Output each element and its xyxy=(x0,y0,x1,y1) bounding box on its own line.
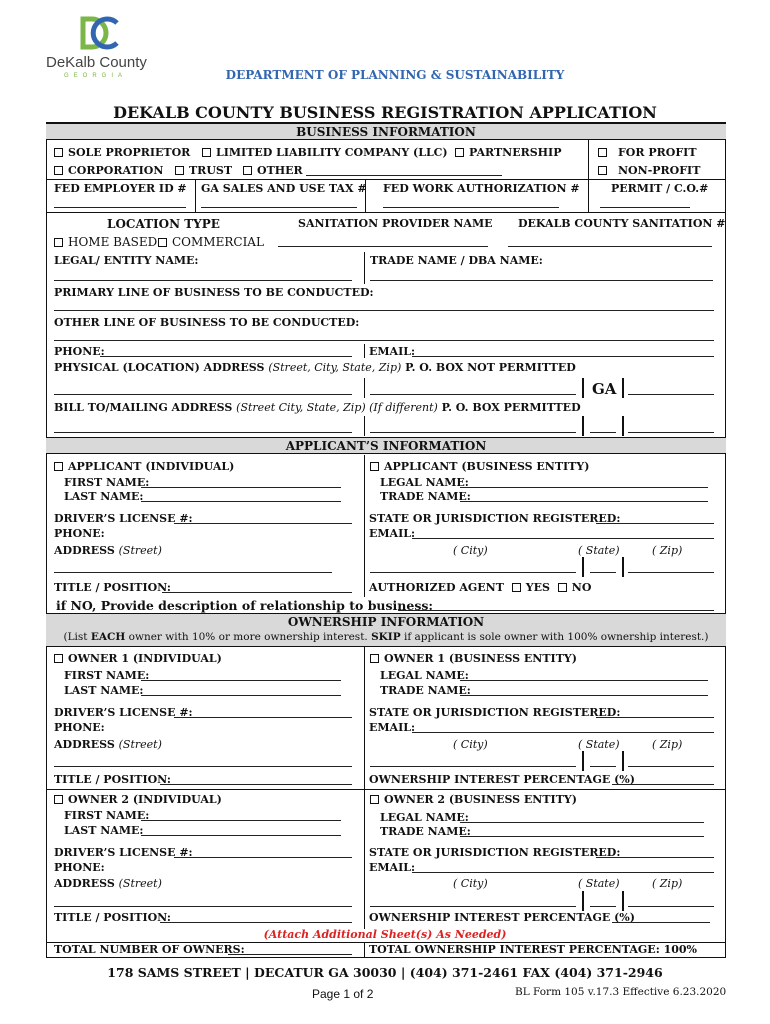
owner2-first-name-label: FIRST NAME: xyxy=(64,809,150,822)
owner2-address-label xyxy=(54,878,162,890)
sole-proprietor-label: SOLE PROPRIETOR xyxy=(68,146,191,159)
partnership-checkbox[interactable] xyxy=(455,148,464,157)
sanitation-provider-field[interactable] xyxy=(278,246,488,247)
applicant-city-hint: ( City) xyxy=(453,544,488,557)
applicant-first-name-field[interactable] xyxy=(141,487,341,488)
for-profit-option[interactable] xyxy=(598,147,697,159)
footer-address: 178 SAMS STREET | DECATUR GA 30030 | (404) 371-2461 FAX (404) 371-2946 xyxy=(107,965,663,980)
applicant-phone-label: PHONE: xyxy=(54,527,105,540)
applicant-street-field[interactable] xyxy=(54,572,332,573)
divider xyxy=(364,455,365,597)
phone-field[interactable] xyxy=(100,356,352,357)
applicant-entity-option[interactable] xyxy=(370,461,589,473)
owner1-street-field[interactable] xyxy=(54,766,352,767)
trust-label: TRUST xyxy=(189,164,233,177)
ownership-note-post: if applicant is sole owner with 100% ownership interest.) xyxy=(400,631,709,643)
owner1-interest-field[interactable] xyxy=(612,784,714,785)
logo-text: DeKalb County xyxy=(46,54,147,71)
authorized-agent-group xyxy=(369,582,591,594)
owner2-state-hint: ( State) xyxy=(578,877,620,890)
dc-logo-mark xyxy=(80,16,120,52)
physical-city-field[interactable] xyxy=(370,394,576,395)
commercial-label: COMMERCIAL xyxy=(172,235,264,249)
home-based-label: HOME BASED xyxy=(68,235,158,249)
llc-label: LIMITED LIABILITY COMPANY (LLC) xyxy=(216,146,448,159)
fed-employer-id-field[interactable] xyxy=(54,207,186,208)
applicant-section-header xyxy=(46,437,726,454)
owner2-interest-label: OWNERSHIP INTEREST PERCENTAGE (%) xyxy=(369,911,635,924)
commercial-checkbox[interactable] xyxy=(158,238,167,247)
owner2-city-hint: ( City) xyxy=(453,877,488,890)
owner1-zip-hint: ( Zip) xyxy=(652,738,683,751)
agent-no-label: NO xyxy=(571,581,592,594)
legal-entity-name-label: LEGAL/ ENTITY NAME: xyxy=(54,254,199,267)
owner2-state-reg-field[interactable] xyxy=(596,857,714,858)
owner1-city-field[interactable] xyxy=(370,766,576,767)
ga-sales-tax-label: GA SALES AND USE TAX # xyxy=(201,182,367,195)
fed-work-auth-label: FED WORK AUTHORIZATION # xyxy=(383,182,580,195)
total-owners-label: TOTAL NUMBER OF OWNERS: xyxy=(54,943,245,956)
non-profit-checkbox[interactable] xyxy=(598,166,607,175)
owner1-street-hint: (Street) xyxy=(118,738,162,751)
owner2-title-label: TITLE / POSITION: xyxy=(54,911,171,924)
applicant-state-field[interactable] xyxy=(590,572,616,573)
applicant-state-reg-field[interactable] xyxy=(596,523,714,524)
owner1-dl-field[interactable] xyxy=(174,717,352,718)
llc-option[interactable] xyxy=(202,147,448,159)
applicant-dl-label: DRIVER’S LICENSE #: xyxy=(54,512,193,525)
relationship-label: if NO, Provide description of relationship to business: xyxy=(56,598,434,613)
sole-proprietor-option[interactable] xyxy=(54,147,190,159)
llc-checkbox[interactable] xyxy=(202,148,211,157)
email-label: EMAIL: xyxy=(369,345,416,358)
owner1-entity-label: OWNER 1 (BUSINESS ENTITY) xyxy=(384,652,577,665)
bill-to-text: BILL TO/MAILING ADDRESS xyxy=(54,401,233,414)
divider xyxy=(364,416,365,436)
applicant-individual-label: APPLICANT (INDIVIDUAL) xyxy=(68,460,235,473)
other-line-label: OTHER LINE OF BUSINESS TO BE CONDUCTED: xyxy=(54,316,360,329)
divider xyxy=(195,179,196,212)
bill-to-label xyxy=(54,402,581,414)
owner2-zip-hint: ( Zip) xyxy=(652,877,683,890)
physical-address-text: PHYSICAL (LOCATION) ADDRESS xyxy=(54,361,265,374)
owner1-last-name-field[interactable] xyxy=(141,695,341,696)
authorized-agent-label: AUTHORIZED AGENT xyxy=(369,581,504,594)
owner2-dl-field[interactable] xyxy=(174,857,352,858)
owner2-legal-name-label: LEGAL NAME: xyxy=(380,811,469,824)
applicant-zip-field[interactable] xyxy=(628,572,714,573)
divider xyxy=(582,891,584,911)
permit-field[interactable] xyxy=(600,207,690,208)
applicant-address-label xyxy=(54,545,162,557)
commercial-option[interactable] xyxy=(158,235,264,249)
permit-label: PERMIT / C.O.# xyxy=(611,182,709,195)
owner1-last-name-label: LAST NAME: xyxy=(64,684,144,697)
divider xyxy=(364,789,365,929)
owner1-title-field[interactable] xyxy=(160,784,352,785)
sanitation-provider-label: SANITATION PROVIDER NAME xyxy=(298,217,493,230)
applicant-legal-name-label: LEGAL NAME: xyxy=(380,476,469,489)
physical-address-hint: (Street, City, State, Zip) xyxy=(268,361,402,374)
divider xyxy=(46,179,726,180)
dekalb-sanitation-field[interactable] xyxy=(508,246,712,247)
total-interest-label: TOTAL OWNERSHIP INTEREST PERCENTAGE: 100% xyxy=(369,943,697,956)
ownership-note-pre: (List xyxy=(63,631,91,643)
owner2-individual-option[interactable] xyxy=(54,794,222,806)
owner1-first-name-label: FIRST NAME: xyxy=(64,669,150,682)
owner2-first-name-field[interactable] xyxy=(141,820,341,821)
divider xyxy=(46,212,726,213)
owner2-last-name-label: LAST NAME: xyxy=(64,824,144,837)
owner2-entity-option[interactable] xyxy=(370,794,577,806)
divider xyxy=(364,378,365,398)
applicant-legal-name-field[interactable] xyxy=(460,487,708,488)
owner1-zip-field[interactable] xyxy=(628,766,714,767)
applicant-section-title: APPLICANT’S INFORMATION xyxy=(285,439,487,453)
divider xyxy=(582,557,584,577)
home-based-checkbox[interactable] xyxy=(54,238,63,247)
corporation-label: CORPORATION xyxy=(68,164,164,177)
department-name: DEPARTMENT OF PLANNING & SUSTAINABILITY xyxy=(225,68,565,82)
applicant-email-field[interactable] xyxy=(412,538,714,539)
po-not-permitted-text: P. O. BOX NOT PERMITTED xyxy=(405,361,576,374)
divider xyxy=(622,378,624,398)
owner1-city-hint: ( City) xyxy=(453,738,488,751)
agent-yes-label: YES xyxy=(525,581,550,594)
owner2-title-field[interactable] xyxy=(160,922,352,923)
divider xyxy=(582,378,584,398)
owner2-state-reg-label: STATE OR JURISDICTION REGISTERED: xyxy=(369,846,621,859)
owner2-last-name-field[interactable] xyxy=(141,835,341,836)
divider xyxy=(622,891,624,911)
owner1-entity-checkbox[interactable] xyxy=(370,654,379,663)
legal-entity-name-field[interactable] xyxy=(54,280,352,281)
physical-zip-field[interactable] xyxy=(628,394,714,395)
applicant-city-field[interactable] xyxy=(370,572,576,573)
owner2-legal-name-field[interactable] xyxy=(460,822,704,823)
owner2-individual-checkbox[interactable] xyxy=(54,795,63,804)
state-ga: GA xyxy=(592,380,617,398)
applicant-title-label: TITLE / POSITION: xyxy=(54,581,171,594)
applicant-title-field[interactable] xyxy=(162,592,352,593)
divider xyxy=(582,416,584,436)
owner1-individual-label: OWNER 1 (INDIVIDUAL) xyxy=(68,652,222,665)
partnership-option[interactable] xyxy=(455,147,561,159)
applicant-address-text: ADDRESS xyxy=(54,544,115,557)
po-permitted-text: P. O. BOX PERMITTED xyxy=(441,401,581,414)
owner1-legal-name-field[interactable] xyxy=(460,680,708,681)
other-checkbox[interactable] xyxy=(243,166,252,175)
bill-state-field[interactable] xyxy=(590,432,616,433)
form-id: BL Form 105 v.17.3 Effective 6.23.2020 xyxy=(515,986,727,998)
other-line-field[interactable] xyxy=(54,340,714,341)
non-profit-option[interactable] xyxy=(598,165,700,177)
applicant-first-name-label: FIRST NAME: xyxy=(64,476,150,489)
owner1-state-reg-field[interactable] xyxy=(596,717,714,718)
owner1-individual-option[interactable] xyxy=(54,653,222,665)
ga-sales-tax-field[interactable] xyxy=(201,207,357,208)
sole-proprietor-checkbox[interactable] xyxy=(54,148,63,157)
owner2-trade-name-label: TRADE NAME: xyxy=(380,825,471,838)
ownership-note xyxy=(46,630,726,644)
other-option[interactable] xyxy=(243,165,303,177)
owner2-phone-label: PHONE: xyxy=(54,861,105,874)
owner1-trade-name-field[interactable] xyxy=(460,695,708,696)
owner2-email-label: EMAIL: xyxy=(369,861,416,874)
owner1-dl-label: DRIVER’S LICENSE #: xyxy=(54,706,193,719)
owner1-trade-name-label: TRADE NAME: xyxy=(380,684,471,697)
applicant-zip-hint: ( Zip) xyxy=(652,544,683,557)
applicant-individual-option[interactable] xyxy=(54,461,234,473)
applicant-trade-name-label: TRADE NAME: xyxy=(380,490,471,503)
attach-note: (Attach Additional Sheet(s) As Needed) xyxy=(263,928,507,941)
divider xyxy=(622,416,624,436)
trust-checkbox[interactable] xyxy=(175,166,184,175)
divider xyxy=(364,647,365,789)
trust-option[interactable] xyxy=(175,165,232,177)
owner1-first-name-field[interactable] xyxy=(141,680,341,681)
owner1-entity-option[interactable] xyxy=(370,653,577,665)
phone-label: PHONE: xyxy=(54,345,105,358)
ownership-note-each: EACH xyxy=(90,631,126,643)
divider xyxy=(364,344,365,358)
business-section-header xyxy=(46,123,726,140)
owner1-email-field[interactable] xyxy=(412,732,714,733)
owner1-state-reg-label: STATE OR JURISDICTION REGISTERED: xyxy=(369,706,621,719)
owner1-legal-name-label: LEGAL NAME: xyxy=(380,669,469,682)
applicant-state-reg-label: STATE OR JURISDICTION REGISTERED: xyxy=(369,512,621,525)
dekalb-sanitation-label: DEKALB COUNTY SANITATION # xyxy=(518,217,726,230)
owner2-street-field[interactable] xyxy=(54,906,352,907)
divider xyxy=(588,140,589,212)
home-based-option[interactable] xyxy=(54,235,157,249)
agent-yes-checkbox[interactable] xyxy=(512,583,521,592)
applicant-last-name-label: LAST NAME: xyxy=(64,490,144,503)
owner2-interest-field[interactable] xyxy=(612,922,710,923)
owner2-email-field[interactable] xyxy=(412,872,714,873)
divider xyxy=(622,751,624,771)
owner2-entity-label: OWNER 2 (BUSINESS ENTITY) xyxy=(384,793,577,806)
bill-zip-field[interactable] xyxy=(628,432,714,433)
non-profit-label: NON-PROFIT xyxy=(618,164,701,177)
owner1-individual-checkbox[interactable] xyxy=(54,654,63,663)
physical-street-field[interactable] xyxy=(54,394,352,395)
trade-name-label: TRADE NAME / DBA NAME: xyxy=(370,254,543,267)
fed-employer-id-label: FED EMPLOYER ID # xyxy=(54,182,187,195)
bill-to-hint: (Street City, State, Zip) (If different) xyxy=(236,401,438,414)
owner2-trade-name-field[interactable] xyxy=(460,836,704,837)
trade-name-field[interactable] xyxy=(370,280,713,281)
applicant-email-label: EMAIL: xyxy=(369,527,416,540)
fed-work-auth-field[interactable] xyxy=(383,207,559,208)
divider xyxy=(582,751,584,771)
form-title: DEKALB COUNTY BUSINESS REGISTRATION APPLICATION xyxy=(113,103,657,122)
divider xyxy=(622,557,624,577)
owner1-state-hint: ( State) xyxy=(578,738,620,751)
applicant-dl-field[interactable] xyxy=(174,523,352,524)
email-field[interactable] xyxy=(412,356,714,357)
owner1-state-field[interactable] xyxy=(590,766,616,767)
owner1-interest-label: OWNERSHIP INTEREST PERCENTAGE (%) xyxy=(369,773,635,786)
ownership-section-title: OWNERSHIP INFORMATION xyxy=(287,615,485,629)
applicant-state-hint: ( State) xyxy=(578,544,620,557)
business-section-title: BUSINESS INFORMATION xyxy=(296,125,476,139)
owner1-title-label: TITLE / POSITION: xyxy=(54,773,171,786)
for-profit-label: FOR PROFIT xyxy=(618,146,697,159)
owner1-phone-label: PHONE: xyxy=(54,721,105,734)
owner2-individual-label: OWNER 2 (INDIVIDUAL) xyxy=(68,793,222,806)
owner2-dl-label: DRIVER’S LICENSE #: xyxy=(54,846,193,859)
owner2-address-text: ADDRESS xyxy=(54,877,115,890)
owner2-zip-field[interactable] xyxy=(628,906,714,907)
owner2-city-field[interactable] xyxy=(370,906,576,907)
partnership-label: PARTNERSHIP xyxy=(469,146,562,159)
divider xyxy=(46,789,726,790)
applicant-individual-checkbox[interactable] xyxy=(54,462,63,471)
other-label: OTHER xyxy=(257,164,303,177)
agent-no-checkbox[interactable] xyxy=(558,583,567,592)
ownership-note-mid: owner with 10% or more ownership interest. xyxy=(125,631,372,643)
applicant-entity-checkbox[interactable] xyxy=(370,462,379,471)
owner2-state-field[interactable] xyxy=(590,906,616,907)
owner2-entity-checkbox[interactable] xyxy=(370,795,379,804)
ownership-section-header xyxy=(46,613,726,647)
bill-street-field[interactable] xyxy=(54,432,352,433)
applicant-last-name-field[interactable] xyxy=(141,501,341,502)
applicant-entity-label: APPLICANT (BUSINESS ENTITY) xyxy=(384,460,590,473)
owner1-email-label: EMAIL: xyxy=(369,721,416,734)
physical-address-label xyxy=(54,362,576,374)
relationship-field[interactable] xyxy=(398,610,714,611)
logo-subtext: GEORGIA xyxy=(64,73,128,79)
applicant-trade-name-field[interactable] xyxy=(460,501,708,502)
primary-line-label: PRIMARY LINE OF BUSINESS TO BE CONDUCTED: xyxy=(54,286,374,299)
divider xyxy=(364,252,365,284)
other-type-field[interactable] xyxy=(306,175,502,176)
location-type-label: LOCATION TYPE xyxy=(107,217,220,231)
owner1-address-label xyxy=(54,739,162,751)
owner2-street-hint: (Street) xyxy=(118,877,162,890)
total-owners-field[interactable] xyxy=(228,954,352,955)
corporation-checkbox[interactable] xyxy=(54,166,63,175)
page-number: Page 1 of 2 xyxy=(312,987,374,1001)
owner1-address-text: ADDRESS xyxy=(54,738,115,751)
applicant-street-hint: (Street) xyxy=(118,544,162,557)
divider xyxy=(364,942,365,958)
bill-city-field[interactable] xyxy=(370,432,576,433)
primary-line-field[interactable] xyxy=(54,310,714,311)
ownership-note-skip: SKIP xyxy=(371,631,401,643)
for-profit-checkbox[interactable] xyxy=(598,148,607,157)
corporation-option[interactable] xyxy=(54,165,163,177)
